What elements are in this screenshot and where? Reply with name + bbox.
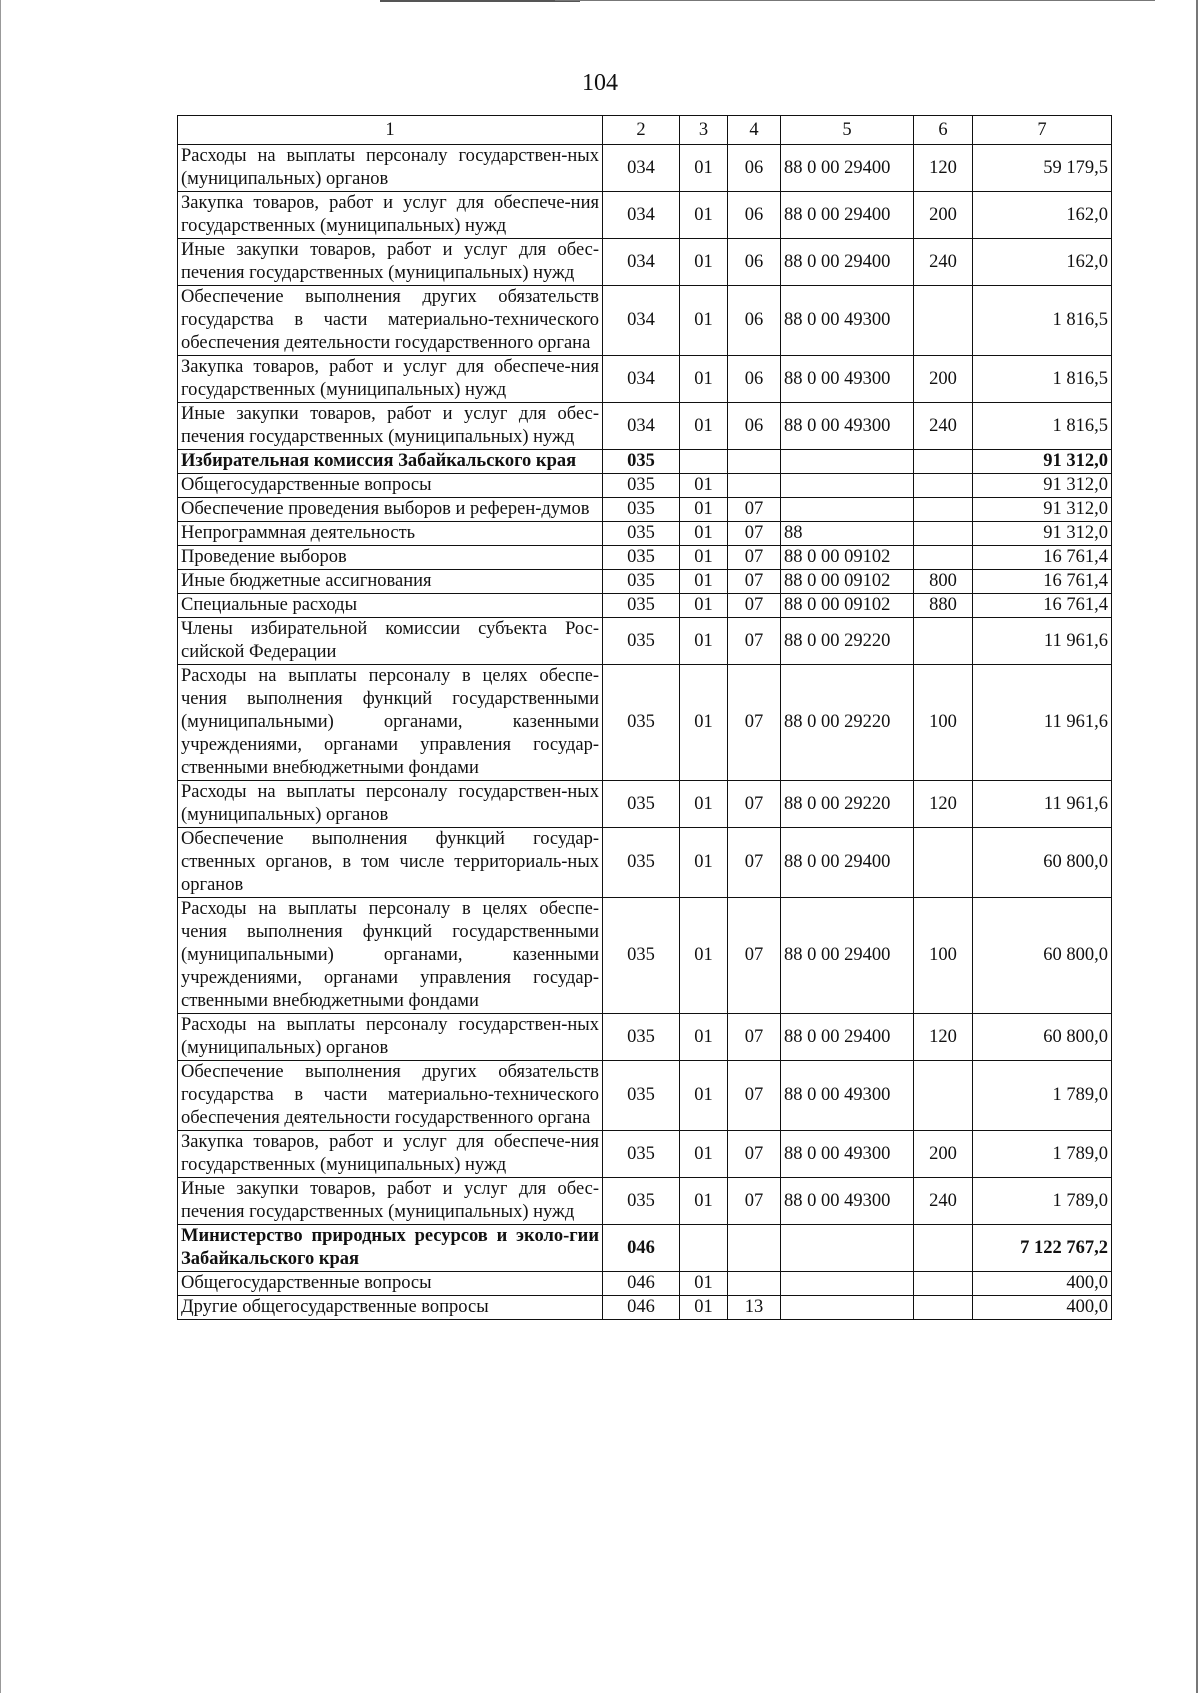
column-header: 7 [973,116,1112,145]
row-expense-type-cell [914,546,973,570]
row-code-admin-cell: 035 [603,898,680,1014]
row-expense-type-cell [914,1225,973,1272]
table-row [178,286,1112,356]
row-section-cell: 01 [680,665,728,781]
scan-right-edge [1196,0,1198,1693]
row-subsection-cell: 07 [728,618,781,665]
row-amount-cell: 1 816,5 [973,403,1112,450]
table-row [178,1014,1112,1061]
row-code-admin-cell: 035 [603,450,680,474]
row-amount-cell: 11 961,6 [973,618,1112,665]
table-body [178,145,1112,1320]
row-amount-cell: 91 312,0 [973,498,1112,522]
row-expense-type-cell [914,828,973,898]
row-expense-type-cell [914,618,973,665]
row-target-article-cell: 88 0 00 29400 [781,1014,914,1061]
row-name-cell: Обеспечение выполнения функций государ-ственных органов, в том числе территориаль-ных органов [178,828,603,898]
row-target-article-cell: 88 0 00 49300 [781,1178,914,1225]
row-section-cell: 01 [680,618,728,665]
row-name-cell: Иные закупки товаров, работ и услуг для обес-печения государственных (муниципальных) нужд [178,403,603,450]
row-target-article-cell [781,1272,914,1296]
page-number: 104 [582,70,618,96]
row-expense-type-cell: 240 [914,403,973,450]
budget-table [177,115,1112,1320]
row-subsection-cell: 07 [728,898,781,1014]
row-subsection-cell: 06 [728,192,781,239]
row-name-cell: Расходы на выплаты персоналу государствен-ных (муниципальных) органов [178,781,603,828]
row-amount-cell: 7 122 767,2 [973,1225,1112,1272]
row-subsection-cell: 13 [728,1296,781,1320]
row-expense-type-cell: 120 [914,145,973,192]
row-section-cell: 01 [680,239,728,286]
table-row [178,546,1112,570]
row-target-article-cell: 88 0 00 29400 [781,192,914,239]
row-code-admin-cell: 046 [603,1225,680,1272]
row-section-cell: 01 [680,403,728,450]
row-amount-cell: 162,0 [973,239,1112,286]
row-expense-type-cell: 240 [914,239,973,286]
row-code-admin-cell: 035 [603,1061,680,1131]
scan-top-rule-right [555,0,1155,1]
row-expense-type-cell [914,1061,973,1131]
table-row [178,1061,1112,1131]
row-target-article-cell: 88 0 00 09102 [781,546,914,570]
row-subsection-cell: 06 [728,145,781,192]
column-header: 2 [603,116,680,145]
table-row [178,403,1112,450]
row-expense-type-cell [914,286,973,356]
row-subsection-cell: 07 [728,570,781,594]
table-row [178,498,1112,522]
row-target-article-cell: 88 0 00 29400 [781,145,914,192]
row-code-admin-cell: 034 [603,403,680,450]
row-section-cell [680,450,728,474]
row-subsection-cell: 07 [728,498,781,522]
row-section-cell: 01 [680,286,728,356]
row-target-article-cell [781,450,914,474]
row-name-cell: Члены избирательной комиссии субъекта Рос-сийской Федерации [178,618,603,665]
row-name-cell: Другие общегосударственные вопросы [178,1296,603,1320]
row-amount-cell: 1 789,0 [973,1178,1112,1225]
row-amount-cell: 60 800,0 [973,1014,1112,1061]
row-section-cell: 01 [680,1178,728,1225]
row-amount-cell: 400,0 [973,1272,1112,1296]
row-section-cell: 01 [680,1272,728,1296]
column-header-row [178,116,1112,145]
row-subsection-cell [728,1225,781,1272]
table-row [178,474,1112,498]
row-target-article-cell: 88 0 00 09102 [781,594,914,618]
row-code-admin-cell: 034 [603,356,680,403]
row-amount-cell: 162,0 [973,192,1112,239]
row-amount-cell: 1 789,0 [973,1061,1112,1131]
row-target-article-cell: 88 [781,522,914,546]
row-target-article-cell: 88 0 00 29220 [781,618,914,665]
row-amount-cell: 60 800,0 [973,828,1112,898]
row-section-cell: 01 [680,192,728,239]
row-code-admin-cell: 035 [603,781,680,828]
row-section-cell: 01 [680,1296,728,1320]
row-expense-type-cell: 120 [914,1014,973,1061]
table-row [178,1225,1112,1272]
row-code-admin-cell: 046 [603,1272,680,1296]
row-section-cell: 01 [680,498,728,522]
row-section-cell: 01 [680,1061,728,1131]
table-row [178,239,1112,286]
row-name-cell: Расходы на выплаты персоналу в целях обеспе-чения выполнения функций государственными (муниципальными) органами, казенными учреждениями, органами управления государ-ственными внебюджетными фондами [178,898,603,1014]
row-section-cell [680,1225,728,1272]
row-target-article-cell: 88 0 00 49300 [781,1131,914,1178]
row-expense-type-cell [914,474,973,498]
row-amount-cell: 16 761,4 [973,570,1112,594]
column-header: 1 [178,116,603,145]
row-section-cell: 01 [680,522,728,546]
table-row [178,1178,1112,1225]
table-row [178,828,1112,898]
row-section-cell: 01 [680,594,728,618]
row-code-admin-cell: 035 [603,474,680,498]
row-code-admin-cell: 034 [603,192,680,239]
row-name-cell: Общегосударственные вопросы [178,474,603,498]
row-subsection-cell [728,474,781,498]
row-code-admin-cell: 034 [603,286,680,356]
row-expense-type-cell: 200 [914,1131,973,1178]
row-section-cell: 01 [680,356,728,403]
row-name-cell: Обеспечение проведения выборов и референ-думов [178,498,603,522]
row-name-cell: Расходы на выплаты персоналу в целях обеспе-чения выполнения функций государственными (муниципальными) органами, казенными учреждениями, органами управления государ-ственными внебюджетными фондами [178,665,603,781]
row-name-cell: Расходы на выплаты персоналу государствен-ных (муниципальных) органов [178,145,603,192]
row-code-admin-cell: 035 [603,1178,680,1225]
row-section-cell: 01 [680,1131,728,1178]
table-row [178,570,1112,594]
row-code-admin-cell: 046 [603,1296,680,1320]
row-expense-type-cell [914,1272,973,1296]
row-subsection-cell [728,450,781,474]
table-row [178,1131,1112,1178]
row-name-cell: Общегосударственные вопросы [178,1272,603,1296]
row-expense-type-cell [914,522,973,546]
row-code-admin-cell: 035 [603,594,680,618]
row-section-cell: 01 [680,898,728,1014]
row-code-admin-cell: 035 [603,1131,680,1178]
row-amount-cell: 91 312,0 [973,450,1112,474]
row-amount-cell: 400,0 [973,1296,1112,1320]
row-code-admin-cell: 035 [603,1014,680,1061]
table-row [178,1272,1112,1296]
row-amount-cell: 60 800,0 [973,898,1112,1014]
row-name-cell: Специальные расходы [178,594,603,618]
row-amount-cell: 16 761,4 [973,546,1112,570]
row-expense-type-cell: 200 [914,356,973,403]
row-name-cell: Проведение выборов [178,546,603,570]
row-amount-cell: 91 312,0 [973,474,1112,498]
row-amount-cell: 59 179,5 [973,145,1112,192]
row-subsection-cell: 07 [728,1131,781,1178]
row-code-admin-cell: 035 [603,522,680,546]
row-subsection-cell: 07 [728,1061,781,1131]
row-name-cell: Иные закупки товаров, работ и услуг для обес-печения государственных (муниципальных) нужд [178,239,603,286]
table-row [178,522,1112,546]
row-target-article-cell: 88 0 00 29220 [781,781,914,828]
row-code-admin-cell: 034 [603,145,680,192]
row-expense-type-cell [914,1296,973,1320]
row-expense-type-cell: 100 [914,665,973,781]
row-name-cell: Обеспечение выполнения других обязательств государства в части материально-технического обеспечения деятельности государственного органа [178,286,603,356]
row-amount-cell: 91 312,0 [973,522,1112,546]
row-target-article-cell [781,1225,914,1272]
row-target-article-cell: 88 0 00 29400 [781,828,914,898]
row-name-cell: Иные закупки товаров, работ и услуг для обес-печения государственных (муниципальных) нужд [178,1178,603,1225]
row-code-admin-cell: 035 [603,570,680,594]
row-target-article-cell: 88 0 00 29400 [781,239,914,286]
row-target-article-cell: 88 0 00 49300 [781,286,914,356]
table-row [178,594,1112,618]
row-code-admin-cell: 035 [603,665,680,781]
row-code-admin-cell: 034 [603,239,680,286]
table-row [178,450,1112,474]
row-subsection-cell: 06 [728,286,781,356]
row-subsection-cell: 07 [728,522,781,546]
row-subsection-cell: 06 [728,403,781,450]
row-amount-cell: 11 961,6 [973,781,1112,828]
row-subsection-cell: 07 [728,546,781,570]
row-name-cell: Обеспечение выполнения других обязательств государства в части материально-технического обеспечения деятельности государственного органа [178,1061,603,1131]
row-code-admin-cell: 035 [603,618,680,665]
row-target-article-cell: 88 0 00 49300 [781,356,914,403]
row-target-article-cell [781,474,914,498]
row-amount-cell: 16 761,4 [973,594,1112,618]
row-name-cell: Закупка товаров, работ и услуг для обеспече-ния государственных (муниципальных) нужд [178,1131,603,1178]
row-subsection-cell: 06 [728,239,781,286]
row-subsection-cell: 06 [728,356,781,403]
row-subsection-cell [728,1272,781,1296]
row-amount-cell: 1 816,5 [973,356,1112,403]
row-name-cell: Закупка товаров, работ и услуг для обеспече-ния государственных (муниципальных) нужд [178,356,603,403]
row-expense-type-cell: 120 [914,781,973,828]
row-amount-cell: 11 961,6 [973,665,1112,781]
table-row [178,898,1112,1014]
row-section-cell: 01 [680,570,728,594]
table-row [178,1296,1112,1320]
scan-left-edge [0,0,1,1693]
row-name-cell: Закупка товаров, работ и услуг для обеспече-ния государственных (муниципальных) нужд [178,192,603,239]
row-code-admin-cell: 035 [603,546,680,570]
row-section-cell: 01 [680,145,728,192]
row-target-article-cell [781,1296,914,1320]
row-expense-type-cell: 200 [914,192,973,239]
table-row [178,356,1112,403]
row-name-cell: Избирательная комиссия Забайкальского края [178,450,603,474]
row-expense-type-cell [914,498,973,522]
row-section-cell: 01 [680,474,728,498]
row-amount-cell: 1 816,5 [973,286,1112,356]
table-row [178,781,1112,828]
row-target-article-cell [781,498,914,522]
table-row [178,145,1112,192]
row-section-cell: 01 [680,781,728,828]
column-header: 3 [680,116,728,145]
row-target-article-cell: 88 0 00 09102 [781,570,914,594]
row-subsection-cell: 07 [728,1014,781,1061]
row-subsection-cell: 07 [728,781,781,828]
row-expense-type-cell [914,450,973,474]
row-subsection-cell: 07 [728,828,781,898]
row-section-cell: 01 [680,546,728,570]
row-code-admin-cell: 035 [603,498,680,522]
row-section-cell: 01 [680,828,728,898]
row-subsection-cell: 07 [728,594,781,618]
row-name-cell: Непрограммная деятельность [178,522,603,546]
row-amount-cell: 1 789,0 [973,1131,1112,1178]
row-target-article-cell: 88 0 00 29220 [781,665,914,781]
row-name-cell: Иные бюджетные ассигнования [178,570,603,594]
row-target-article-cell: 88 0 00 49300 [781,1061,914,1131]
row-name-cell: Министерство природных ресурсов и эколо-гии Забайкальского края [178,1225,603,1272]
scan-top-rule [380,0,580,2]
column-header: 5 [781,116,914,145]
row-target-article-cell: 88 0 00 49300 [781,403,914,450]
row-subsection-cell: 07 [728,1178,781,1225]
row-target-article-cell: 88 0 00 29400 [781,898,914,1014]
column-header: 4 [728,116,781,145]
table-row [178,618,1112,665]
row-name-cell: Расходы на выплаты персоналу государствен-ных (муниципальных) органов [178,1014,603,1061]
row-expense-type-cell: 800 [914,570,973,594]
row-code-admin-cell: 035 [603,828,680,898]
row-expense-type-cell: 880 [914,594,973,618]
table-row [178,192,1112,239]
table-row [178,665,1112,781]
column-header: 6 [914,116,973,145]
row-expense-type-cell: 100 [914,898,973,1014]
row-subsection-cell: 07 [728,665,781,781]
row-section-cell: 01 [680,1014,728,1061]
row-expense-type-cell: 240 [914,1178,973,1225]
